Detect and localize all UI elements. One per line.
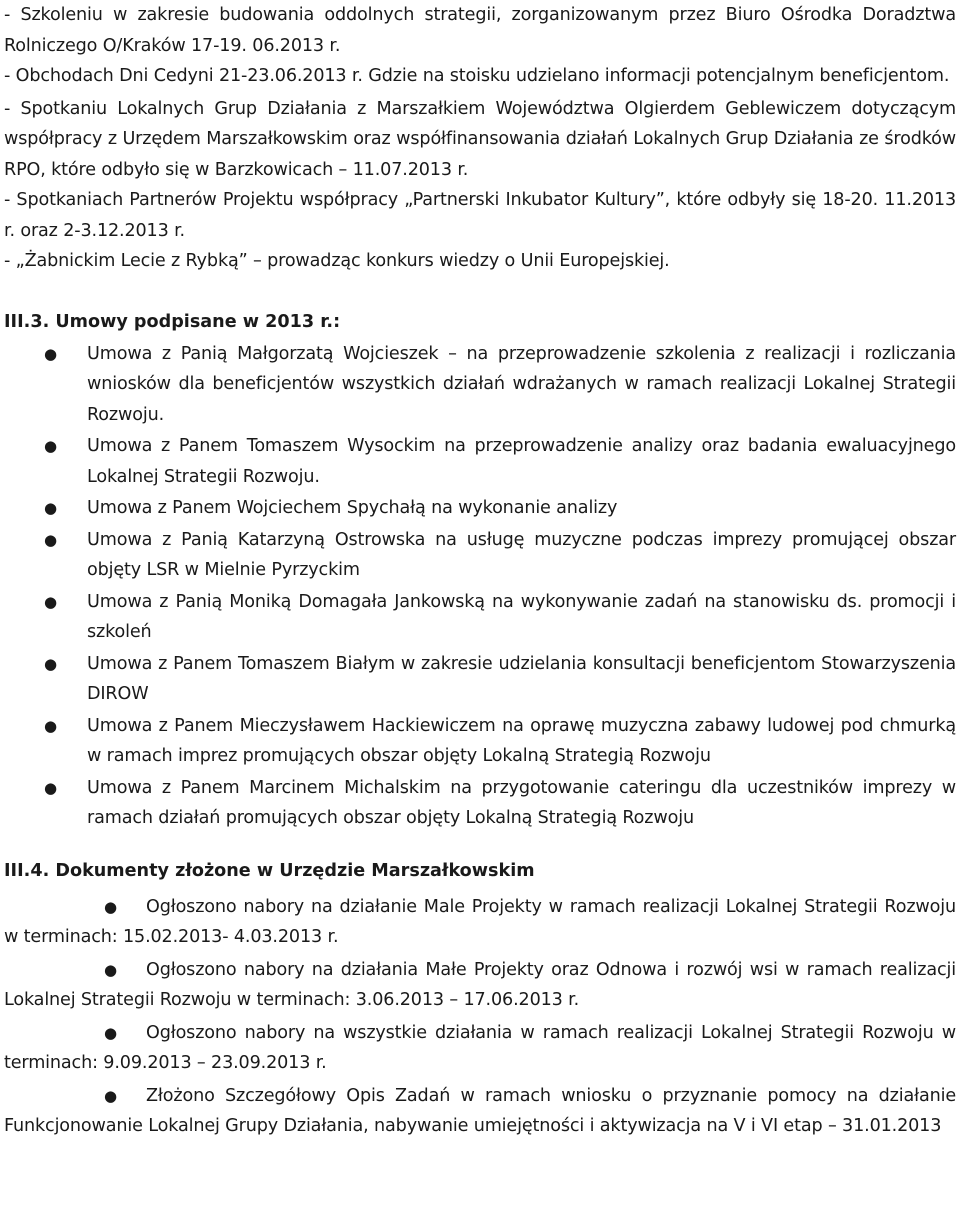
bullet-icon: ● xyxy=(104,1086,117,1105)
intro-line: - Obchodach Dni Cedyni 21-23.06.2013 r. Gdzie na stoisku udzielano informacji potencjalnym beneficjentom. xyxy=(4,66,950,86)
list-item xyxy=(4,773,956,834)
list-item xyxy=(4,955,956,1016)
list-item-text: Umowa z Panem Marcinem Michalskim na przygotowanie cateringu dla uczestników imprezy w ramach działań promujących obszar objęty Lokalną Strategią Rozwoju xyxy=(87,777,956,828)
intro-line: - Spotkaniach Partnerów Projektu współpracy „Partnerski Inkubator Kultury”, które odbyły się 18-20. 11.2013 r. oraz 2-3.12.2013 r. xyxy=(4,190,956,241)
list-item-text: Ogłoszono nabory na działania Małe Projekty oraz Odnowa i rozwój wsi w ramach realizacji Lokalnej Strategii Rozwoju w terminach: 3.06.2013 – 17.06.2013 r. xyxy=(4,959,956,1010)
list-item-text: Umowa z Panem Tomaszem Wysockim na przeprowadzenie analizy oraz badania ewaluacyjnego Lokalnej Strategii Rozwoju. xyxy=(87,436,956,487)
list-item-text: Ogłoszono nabory na działanie Male Projekty w ramach realizacji Lokalnej Strategii Rozwoju w terminach: 15.02.2013- 4.03.2013 r. xyxy=(4,896,956,947)
list-item-text: Umowa z Panią Małgorzatą Wojcieszek – na przeprowadzenie szkolenia z realizacji i rozliczania wniosków dla beneficjentów wszystkich działań wdrażanych w ramach realizacji Lokalnej Strategii Rozwoju. xyxy=(87,343,956,425)
bullet-icon: ● xyxy=(44,716,57,735)
documents-list xyxy=(4,892,956,1142)
list-item-text: Umowa z Panem Tomaszem Białym w zakresie udzielania konsultacji beneficjentom Stowarzyszenia DIROW xyxy=(87,653,956,704)
list-item-text: Ogłoszono nabory na wszystkie działania w ramach realizacji Lokalnej Strategii Rozwoju w terminach: 9.09.2013 – 23.09.2013 r. xyxy=(4,1022,956,1073)
list-item xyxy=(4,1018,956,1079)
list-item xyxy=(4,525,956,586)
bullet-icon: ● xyxy=(44,344,57,363)
list-item xyxy=(4,339,956,431)
list-item-text: Umowa z Panią Katarzyną Ostrowska na usługę muzyczne podczas imprezy promującej obszar objęty LSR w Mielnie Pyrzyckim xyxy=(87,529,956,580)
bullet-icon: ● xyxy=(104,897,117,916)
bullet-icon: ● xyxy=(104,1023,117,1042)
list-item xyxy=(4,431,956,492)
list-item xyxy=(4,587,956,648)
list-item-text: Umowa z Panią Moniką Domagała Jankowską na wykonywanie zadań na stanowisku ds. promocji i szkoleń xyxy=(87,591,956,642)
intro-list xyxy=(4,0,956,277)
list-item-text: Złożono Szczegółowy Opis Zadań w ramach wniosku o przyznanie pomocy na działanie Funkcjonowanie Lokalnej Grupy Działania, nabywanie umiejętności i aktywizacja na V i VI etap – 31.01.2013 xyxy=(4,1085,956,1136)
intro-line: - Spotkaniu Lokalnych Grup Działania z Marszałkiem Województwa Olgierdem Geblewiczem dotyczącym współpracy z Urzędem Marszałkowskim oraz współfinansowania działań Lokalnych Grup Działania ze środków RPO, które odbyło się w Barzkowicach – 11.07.2013 r. xyxy=(4,98,956,180)
section-heading-3-3: III.3. Umowy podpisane w 2013 r.: xyxy=(4,311,341,332)
section-heading-3-4: III.4. Dokumenty złożone w Urzędzie Marszałkowskim xyxy=(4,860,535,881)
list-item xyxy=(4,892,956,953)
bullet-icon: ● xyxy=(44,499,57,517)
list-item xyxy=(4,649,956,710)
list-item xyxy=(4,711,956,772)
list-item xyxy=(4,493,956,524)
bullet-icon: ● xyxy=(44,530,57,549)
bullet-icon: ● xyxy=(44,654,57,673)
bullet-icon: ● xyxy=(104,960,117,979)
bullet-icon: ● xyxy=(44,592,57,611)
intro-line: - „Żabnickim Lecie z Rybką” – prowadząc konkurs wiedzy o Unii Europejskiej. xyxy=(4,251,670,271)
list-item-text: Umowa z Panem Mieczysławem Hackiewiczem na oprawę muzyczna zabawy ludowej pod chmurką w ramach imprez promujących obszar objęty Lokalną Strategią Rozwoju xyxy=(87,715,956,766)
bullet-icon: ● xyxy=(44,778,57,797)
list-item-text: Umowa z Panem Wojciechem Spychałą na wykonanie analizy xyxy=(87,498,618,518)
contracts-list xyxy=(4,339,956,834)
intro-line: - Szkoleniu w zakresie budowania oddolnych strategii, zorganizowanym przez Biuro Ośrodka Doradztwa Rolniczego O/Kraków 17-19. 06.2013 r. xyxy=(4,5,956,56)
list-item xyxy=(4,1081,956,1142)
bullet-icon: ● xyxy=(44,437,57,455)
